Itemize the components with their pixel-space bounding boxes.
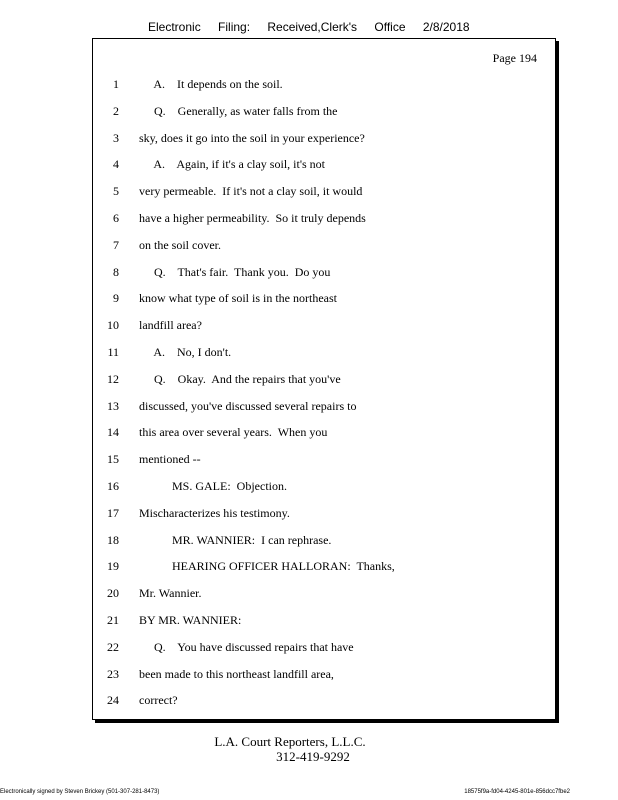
transcript-line: [93, 184, 555, 204]
filing-header: [148, 20, 484, 34]
line-text: been made to this northeast landfill area,: [139, 666, 334, 681]
transcript-line: [93, 693, 555, 713]
line-text: on the soil cover.: [139, 237, 221, 252]
line-text: very permeable. If it's not a clay soil, it would: [139, 184, 363, 199]
line-number: 5: [113, 184, 119, 199]
transcript-line: [93, 479, 555, 499]
transcript-line: [93, 318, 555, 338]
line-number: 22: [107, 639, 119, 654]
page-number: Page 194: [492, 51, 537, 65]
line-text: Mr. Wannier.: [139, 586, 202, 601]
line-text: discussed, you've discussed several repairs to: [139, 398, 357, 413]
line-number: 6: [113, 211, 119, 225]
transcript-line: [93, 667, 555, 687]
line-number: 1: [113, 77, 119, 91]
line-text: MS. GALE: Objection.: [139, 479, 287, 493]
line-number: 11: [107, 345, 119, 359]
line-text: this area over several years. When you: [139, 425, 328, 440]
line-number: 16: [107, 479, 119, 493]
transcript-line: [93, 506, 555, 526]
line-text: A. Again, if it's a clay soil, it's not: [139, 157, 325, 172]
document-id: 18575f9a-fd04-4245-801e-856dcc7fbe2: [464, 789, 570, 795]
transcript-line: [93, 372, 555, 392]
line-text: HEARING OFFICER HALLORAN: Thanks,: [139, 559, 395, 574]
transcript-line: [93, 640, 555, 660]
line-number: 24: [107, 693, 119, 708]
line-number: 4: [113, 157, 119, 172]
line-number: 17: [107, 505, 119, 520]
transcript-line: [93, 131, 555, 151]
line-text: mentioned --: [139, 452, 201, 467]
line-text: Q. You have discussed repairs that have: [139, 639, 354, 654]
header-word-office: Office: [374, 20, 406, 34]
header-word-filing: Filing:: [218, 20, 251, 34]
line-text: Q. Okay. And the repairs that you've: [139, 371, 341, 386]
line-text: A. It depends on the soil.: [139, 77, 283, 91]
transcript-line: [93, 586, 555, 606]
electronic-signature: Electronically signed by Steven Brickey (501-307-281-8473): [0, 789, 160, 795]
line-text: landfill area?: [139, 318, 202, 333]
line-text: sky, does it go into the soil in your experience?: [139, 130, 365, 145]
line-number: 7: [113, 237, 119, 252]
transcript-line: [93, 238, 555, 258]
transcript-line: [93, 291, 555, 311]
transcript-page: [92, 38, 556, 720]
transcript-line: [93, 559, 555, 579]
line-number: 23: [107, 666, 119, 681]
line-text: correct?: [139, 693, 178, 708]
line-number: 13: [107, 398, 119, 413]
line-text: BY MR. WANNIER:: [139, 613, 242, 627]
transcript-line: [93, 157, 555, 177]
line-number: 20: [107, 586, 119, 601]
transcript-line: [93, 452, 555, 472]
line-text: A. No, I don't.: [139, 345, 232, 359]
line-text: Q. That's fair. Thank you. Do you: [139, 264, 331, 279]
line-text: know what type of soil is in the northeast: [139, 291, 337, 306]
reporter-phone: 312-419-9292: [276, 749, 350, 764]
reporter-company: L.A. Court Reporters, L.L.C.: [214, 734, 366, 749]
transcript-line: [93, 211, 555, 231]
transcript-line: [93, 104, 555, 124]
line-number: 14: [107, 425, 119, 440]
transcript-line: [93, 345, 555, 365]
line-number: 8: [113, 264, 119, 279]
header-word-electronic: Electronic: [148, 20, 201, 34]
line-number: 3: [113, 130, 119, 145]
transcript-line: [93, 399, 555, 419]
line-number: 9: [113, 291, 119, 306]
transcript-line: [93, 77, 555, 97]
header-date: 2/8/2018: [422, 20, 470, 34]
line-number: 15: [107, 452, 119, 467]
line-number: 12: [107, 371, 119, 386]
header-word-received: Received,Clerk's: [267, 20, 358, 34]
line-text: Q. Generally, as water falls from the: [139, 103, 338, 118]
transcript-line: [93, 613, 555, 633]
transcript-line: [93, 265, 555, 285]
line-number: 10: [107, 318, 119, 333]
line-number: 18: [107, 532, 119, 547]
line-text: Mischaracterizes his testimony.: [139, 505, 290, 520]
line-number: 2: [113, 103, 119, 118]
transcript-line: [93, 425, 555, 445]
transcript-line: [93, 533, 555, 553]
line-text: have a higher permeability. So it truly depends: [139, 211, 366, 225]
line-text: MR. WANNIER: I can rephrase.: [139, 532, 332, 547]
line-number: 19: [107, 559, 119, 574]
line-number: 21: [107, 613, 119, 627]
